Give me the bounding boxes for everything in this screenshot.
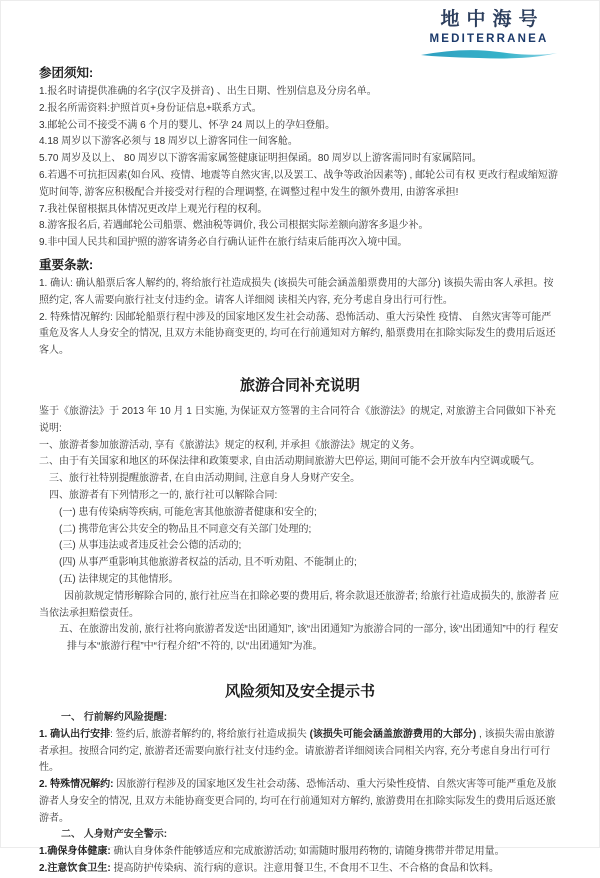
contract-preamble: 鉴于《旅游法》于 2013 年 10 月 1 日实施, 为保证双方签署的主合同符合《旅游法》的规定, 对旅游主合同做如下补充说明: xyxy=(39,405,556,434)
risk-item xyxy=(39,844,561,861)
risk-item-text: , 该损失需由旅游者承担。按照合同约定, 旅游者还需要向旅行社支付违约金。请旅游者详细阅读合同相关内容, 充分考虑自身出行可行性。 xyxy=(39,728,555,774)
contract-supplement-title: 旅游合同补充说明 xyxy=(239,376,360,394)
contract-item: 四、旅游者有下列情形之一的, 旅行社可以解除合同: xyxy=(49,489,278,501)
join-notice-item: 6.若遇不可抗拒因素(如台风、疫情、地震等自然灾害,以及罢工、战争等政治因素等) , 邮轮公司有权 更改行程或缩短游览时间等, 游客应积极配合并接受对行程的合理调整, 在调整过程中发生的额外费用, 由游客承担! xyxy=(39,169,558,198)
join-notice-item: 9.非中国人民共和国护照的游客请务必自行确认证件在旅行结束后能再次入境中国。 xyxy=(39,237,408,249)
contract-subitem: (三) 从事违法或者违反社会公德的活动的; xyxy=(59,540,242,552)
risk-section2-heading: 二、 人身财产安全警示: xyxy=(61,829,168,841)
brand-name-chinese: 地中海号 xyxy=(440,9,545,30)
risk-section1-heading: 一、 行前解约风险提醒: xyxy=(61,711,168,723)
risk-item-text: 确认自身体条件能够适应和完成旅游活动; 如需随时服用药物的, 请随身携带并带足用量。 xyxy=(110,846,505,858)
contract-subitem-follow: 因前款规定情形解除合同的, 旅行社应当在扣除必要的费用后, 将余款退还旅游者; 给旅行社造成损失的, 旅游者 应当依法承担赔偿责任。 xyxy=(39,590,560,619)
contract-item: 一、旅游者参加旅游活动, 享有《旅游法》规定的权利, 并承担《旅游法》规定的义务。 xyxy=(39,439,421,451)
risk-item-lead: 2. 特殊情况解约: xyxy=(39,779,114,791)
risk-item-text: : 签约后, 旅游者解约的, 将给旅行社造成损失 xyxy=(110,728,310,740)
risk-notice-title: 风险须知及安全提示书 xyxy=(224,682,375,700)
risk-item xyxy=(39,777,561,827)
risk-item-lead: 1. 确认出行安排 xyxy=(39,728,111,740)
brand-logo xyxy=(39,9,561,60)
join-notice-item: 5.70 周岁及以上、 80 周岁以下游客需家属签健康证明担保函。80 周岁以上游客需同时有家属陪同。 xyxy=(39,153,482,165)
key-terms-item: 1. 确认: 确认船票后客人解约的, 将给旅行社造成损失 (该损失可能会涵盖船票费用的大部分) 该损失需由客人承担。按照约定, 客人需要向旅行社支付违约金。请客人详细阅 读相关内容, 充分考虑自身出行可行性。 xyxy=(39,277,554,306)
join-notice-item: 4.18 周岁以下游客必须与 18 周岁以上游客同住一间客舱。 xyxy=(39,136,298,148)
join-notice-item: 3.邮轮公司不接受不满 6 个月的婴儿、怀孕 24 周以上的孕妇登船。 xyxy=(39,119,336,131)
contract-item: 五、在旅游出发前, 旅行社将向旅游者发送“出团通知”, 该“出团通知”为旅游合同的一部分, 该“出团通知”中的行 程安排与本“旅游行程”中“行程介绍”不符的, 以“出团通知”为准。 xyxy=(59,624,559,653)
join-notice-heading: 参团须知: xyxy=(39,66,94,80)
contract-item: 二、由于有关国家和地区的环保法律和政策要求, 自由活动期间旅游大巴停运, 期间可能不会开放车内空调或暖气。 xyxy=(39,456,541,468)
join-notice-item: 1.报名时请提供准确的名字(汉字及拼音) 、出生日期、性别信息及分房名单。 xyxy=(39,86,377,97)
join-notice-item: 7.我社保留根据具体情况更改岸上观光行程的权利。 xyxy=(39,203,268,215)
risk-item-bold: (该损失可能会涵盖旅游费用的大部分) xyxy=(309,728,477,740)
contract-subitem: (一) 患有传染病等疾病, 可能危害其他旅游者健康和安全的; xyxy=(59,506,317,518)
key-terms-heading: 重要条款: xyxy=(39,257,94,272)
brand-name-english: MEDITERRANEA xyxy=(429,33,549,45)
join-notice-item: 2.报名所需资料:护照首页+身份证信息+联系方式。 xyxy=(39,102,262,114)
key-terms-item: 2. 特殊情况解约: 因邮轮船票行程中涉及的国家地区发生社会动荡、恐怖活动、重大污染性 疫情、 自然灾害等可能严重危及客人人身安全的情况, 且双方未能协商变更的, 均可在行前通知对方解约, 船票费用在扣除实际发生的费用后返还客人。 xyxy=(39,311,556,357)
risk-item xyxy=(39,861,561,878)
contract-subitem: (二) 携带危害公共安全的物品且不同意交有关部门处理的; xyxy=(59,523,312,535)
risk-item-text: 提高防护传染病、流行病的意识。注意用餐卫生, 不食用不卫生、不合格的食品和饮料。 xyxy=(110,863,500,875)
join-notice-item: 8.游客报名后, 若遇邮轮公司船票、燃油税等调价, 我公司根据实际差额向游客多退少补。 xyxy=(39,220,429,232)
wave-icon xyxy=(419,48,559,60)
contract-item: 三、旅行社特别提醒旅游者, 在自由活动期间, 注意自身人身财产安全。 xyxy=(49,473,361,485)
contract-subitem: (四) 从事严重影响其他旅游者权益的活动, 且不听劝阻、不能制止的; xyxy=(59,557,357,569)
contract-subitem: (五) 法律规定的其他情形。 xyxy=(59,573,179,585)
risk-item-lead: 1.确保身体健康: xyxy=(39,846,111,858)
risk-item-text: 因旅游行程涉及的国家地区发生社会动荡、恐怖活动、重大污染性疫情、自然灾害等可能严重危及旅游者人身安全的情况, 且双方未能协商变更合同的, 均可在行前通知对方解约, 旅游费用在扣除实际发生的费用后返还旅游者。 xyxy=(39,779,557,824)
risk-item-lead: 2.注意饮食卫生: xyxy=(39,863,111,875)
risk-item xyxy=(39,727,561,777)
